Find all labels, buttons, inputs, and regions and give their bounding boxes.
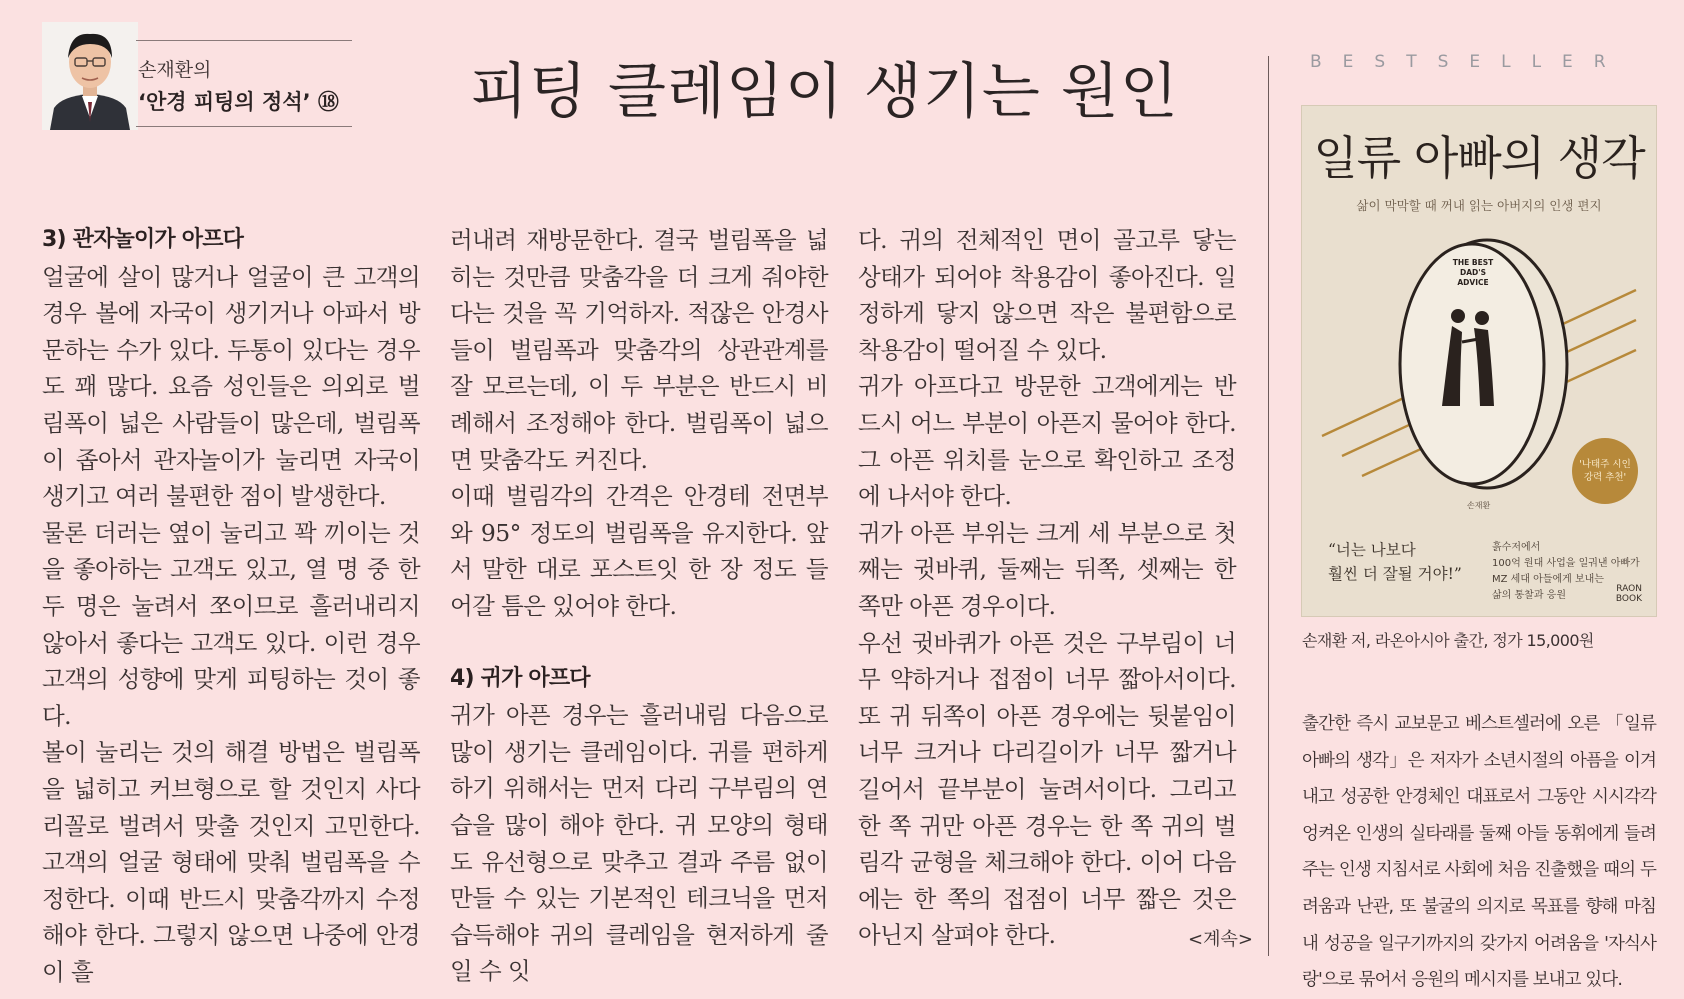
book-author: 손재환 <box>1467 501 1491 510</box>
paragraph: 귀가 아픈 경우는 흘러내림 다음으로 많이 생기는 클레임이다. 귀를 편하게 하기 위해서는 먼저 다리 구부림의 연습을 많이 해야 한다. 귀 모양의 형태도 유선형으로 맞추고 결과 주름 없이 만들 수 있는 기본적인 테크닉을 먼저 습득해야 귀의 클레임을 현저하게 줄일 수 잇 <box>450 701 828 986</box>
paragraph: 귀가 아프다고 방문한 고객에게는 반드시 어느 부분이 아픈지 물어야 한다. 그 아픈 위치를 눈으로 확인하고 조정에 나서야 한다. <box>858 372 1236 511</box>
desc-line: MZ 세대 아들에게 보내는 <box>1492 574 1604 585</box>
paragraph: 다. 귀의 전체적인 면이 골고루 닿는 상태가 되어야 착용감이 좋아진다. 일정하게 닿지 않으면 작은 불편함으로 착용감이 떨어질 수 있다. <box>858 226 1236 364</box>
book-caption: 손재환 저, 라온아시아 출간, 정가 15,000원 <box>1302 631 1594 650</box>
publisher-line: RAON <box>1616 584 1642 594</box>
publisher-logo <box>1602 584 1642 604</box>
paragraph: 물론 더러는 옆이 눌리고 꽉 끼이는 것을 좋아하는 고객도 있고, 열 명 중 한 두 명은 눌려서 쪼이므로 흘러내리지 않아서 좋다는 고객도 있다. 이런 경우 고객의 성향에 맞게 피팅하는 것이 좋다. <box>42 518 420 730</box>
paragraph: 러내려 재방문한다. 결국 벌림폭을 넓히는 것만큼 맞춤각을 더 크게 줘야한다는 것을 꼭 기억하자. 적잖은 안경사들이 벌림폭과 맞춤각의 상관관계를 잘 모르는데, 이 두 부분은 반드시 비례해서 조정해야 한다. 벌림폭이 넓으면 맞춤각도 커진다. <box>450 226 828 474</box>
bestseller-label: BESTSELLER <box>1310 52 1627 72</box>
paragraph: 귀가 아픈 부위는 크게 세 부분으로 첫째는 귓바퀴, 둘째는 뒤쪽, 셋째는 한쪽만 아픈 경우이다. <box>858 518 1236 620</box>
article-column-2 <box>450 222 828 990</box>
headline: 피팅 클레임이 생기는 원인 <box>470 57 1179 127</box>
author-name: 손재환의 <box>138 59 212 81</box>
emblem-line: ADVICE <box>1457 278 1489 287</box>
article-column-3 <box>858 222 1236 954</box>
continued-marker: <계속> <box>1188 929 1253 950</box>
column-byline <box>136 40 352 127</box>
badge-line: '나태주 시인 <box>1579 459 1631 470</box>
emblem-line: DAD'S <box>1460 268 1486 277</box>
book-emblem <box>1438 258 1508 288</box>
quote-line: 훨씬 더 잘될 거야!” <box>1328 565 1462 583</box>
paragraph: 이때 벌림각의 간격은 안경테 전면부와 95° 정도의 벌림폭을 유지한다. 앞서 말한 대로 포스트잇 한 장 정도 들어갈 틈은 있어야 한다. <box>450 482 828 620</box>
publisher-line: BOOK <box>1615 594 1642 604</box>
paragraph: 볼이 눌리는 것의 해결 방법은 벌림폭을 넓히고 커브형으로 할 것인지 사다리꼴로 벌려서 맞출 것인지 고민한다. 고객의 얼굴 형태에 맞춰 벌림폭을 수정한다. 이때 반드시 맞춤각까지 수정해야 한다. 그렇지 않으면 나중에 안경이 흘 <box>42 738 420 986</box>
desc-line: 삶의 통찰과 응원 <box>1492 590 1566 601</box>
article-column-1 <box>42 222 420 990</box>
book-title: 일류 아빠의 생각 <box>1313 131 1645 185</box>
desc-line: 100억 원대 사업을 일궈낸 아빠가 <box>1492 558 1640 569</box>
quote-line: “너는 나보다 <box>1328 541 1416 559</box>
subheading-3: 3) 관자놀이가 아프다 <box>42 227 244 252</box>
recommendation-badge <box>1572 438 1638 504</box>
paragraph: 얼굴에 살이 많거나 얼굴이 큰 고객의 경우 볼에 자국이 생기거나 아파서 방문하는 수가 있다. 두통이 있다는 경우도 꽤 많다. 요즘 성인들은 의외로 벌림폭이 넓은 사람들이 많은데, 벌림폭이 좁아서 관자놀이가 눌리면 자국이 생기고 여러 불편한 점이 발생한다. <box>42 262 420 511</box>
book-cover <box>1302 106 1656 616</box>
paragraph: 우선 귓바퀴가 아픈 것은 구부림이 너무 약하거나 접점이 너무 짧아서이다. 또 귀 뒤쪽이 아픈 경우에는 뒷붙임이 너무 크거나 다리길이가 너무 짧거나 길어서 끝부분이 눌려서이다. 그리고 한 쪽 귀만 아픈 경우는 한 쪽 귀의 벌림각 균형을 체크해야 한다. 이어 다음에는 한 쪽의 접점이 너무 짧은 것은 아닌지 살펴야 한다. <box>858 628 1236 950</box>
emblem-line: THE BEST <box>1452 258 1494 267</box>
book-blurb: 출간한 즉시 교보문고 베스트셀러에 오른 「일류 아빠의 생각」은 저자가 소년시절의 아픔을 이겨내고 성공한 안경체인 대표로서 그동안 시시각각 엉켜온 인생의 실타래를 둘째 아들 동휘에게 들려주는 인생 지침서로 사회에 처음 진출했을 때의 두려움과 난관, 또 불굴의 의지로 목표를 향해 마침내 성공을 일구기까지의 갖가지 어려움을 '자식사랑'으로 묶어서 응원의 메시지를 보내고 있다. <box>1302 714 1656 991</box>
badge-line: 강력 추천' <box>1583 472 1627 483</box>
series-title: ‘안경 피팅의 정석’ ⑱ <box>138 90 339 114</box>
desc-line: 흙수저에서 <box>1492 542 1541 553</box>
column-divider <box>1268 56 1269 956</box>
book-quote <box>1328 538 1462 586</box>
author-photo <box>42 22 138 130</box>
subheading-4: 4) 귀가 아프다 <box>450 665 590 691</box>
book-subtitle: 삶이 막막할 때 꺼내 읽는 아버지의 인생 편지 <box>1356 198 1602 213</box>
